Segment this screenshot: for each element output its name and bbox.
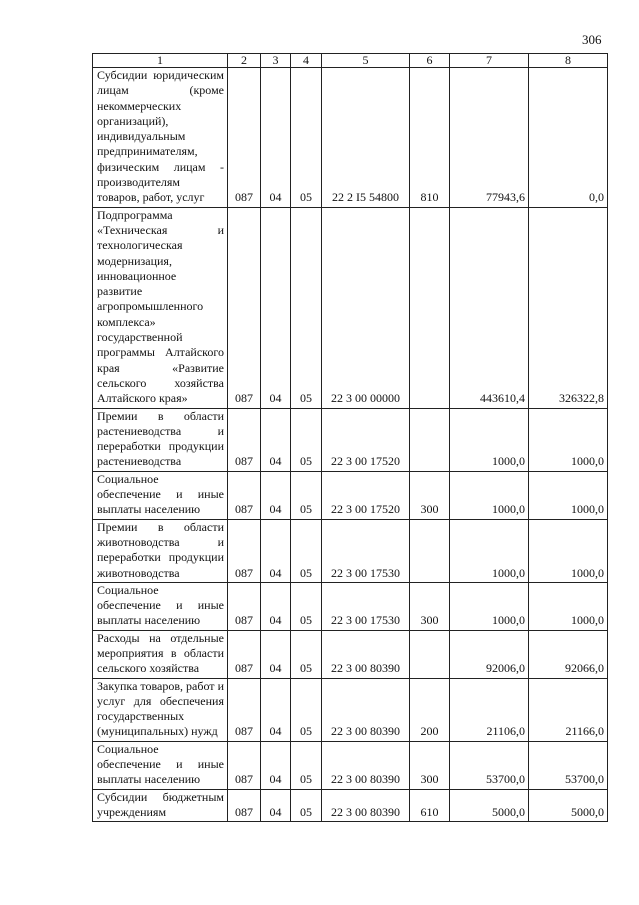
cell-section: 04 xyxy=(261,630,291,678)
table-row xyxy=(93,207,608,408)
cell-target-article: 22 3 00 17530 xyxy=(322,519,410,582)
cell-ministry-code: 087 xyxy=(228,68,261,208)
cell-target-article: 22 3 00 80390 xyxy=(322,678,410,741)
cell-target-article: 22 3 00 80390 xyxy=(322,789,410,822)
row-name: Социальное обеспечение и иные выплаты населению xyxy=(93,471,228,519)
cell-section: 04 xyxy=(261,408,291,471)
cell-amount-col8: 21166,0 xyxy=(529,678,608,741)
cell-section: 04 xyxy=(261,789,291,822)
header-row xyxy=(93,54,608,68)
column-header: 8 xyxy=(529,54,608,68)
cell-amount-col8: 1000,0 xyxy=(529,582,608,630)
cell-ministry-code: 087 xyxy=(228,678,261,741)
row-name: Субсидии юридическим лицам (кроме некоммерческих организаций), индивидуальным предпринимателям, физическим лицам - производителям товаров, работ, услуг xyxy=(93,68,228,208)
cell-target-article: 22 3 00 80390 xyxy=(322,741,410,789)
cell-ministry-code: 087 xyxy=(228,741,261,789)
cell-amount-col7: 443610,4 xyxy=(450,207,529,408)
table-row xyxy=(93,68,608,208)
cell-amount-col7: 53700,0 xyxy=(450,741,529,789)
cell-subsection: 05 xyxy=(291,207,322,408)
cell-subsection: 05 xyxy=(291,408,322,471)
column-header: 6 xyxy=(410,54,450,68)
cell-ministry-code: 087 xyxy=(228,789,261,822)
cell-expense-type: 300 xyxy=(410,741,450,789)
table-row xyxy=(93,582,608,630)
cell-ministry-code: 087 xyxy=(228,519,261,582)
table-row xyxy=(93,678,608,741)
cell-target-article: 22 3 00 80390 xyxy=(322,630,410,678)
cell-target-article: 22 2 I5 54800 xyxy=(322,68,410,208)
table-row xyxy=(93,789,608,822)
cell-subsection: 05 xyxy=(291,471,322,519)
cell-section: 04 xyxy=(261,519,291,582)
cell-amount-col7: 77943,6 xyxy=(450,68,529,208)
row-name: Расходы на отдельные мероприятия в области сельского хозяйства xyxy=(93,630,228,678)
column-header: 1 xyxy=(93,54,228,68)
cell-amount-col8: 92066,0 xyxy=(529,630,608,678)
cell-ministry-code: 087 xyxy=(228,408,261,471)
page-number: 306 xyxy=(582,32,602,47)
cell-section: 04 xyxy=(261,207,291,408)
row-name: Подпрограмма «Техническая и технологическая модернизация, инновационное развитие агропромышленного комплекса» государственной программы Алтайского края «Развитие сельского хозяйства Алтайского края» xyxy=(93,207,228,408)
cell-amount-col8: 53700,0 xyxy=(529,741,608,789)
table-row xyxy=(93,471,608,519)
cell-section: 04 xyxy=(261,68,291,208)
cell-amount-col7: 21106,0 xyxy=(450,678,529,741)
cell-amount-col7: 1000,0 xyxy=(450,408,529,471)
cell-ministry-code: 087 xyxy=(228,471,261,519)
row-name: Премии в области животноводства и переработки продукции животноводства xyxy=(93,519,228,582)
cell-amount-col8: 1000,0 xyxy=(529,408,608,471)
cell-target-article: 22 3 00 00000 xyxy=(322,207,410,408)
cell-target-article: 22 3 00 17530 xyxy=(322,582,410,630)
row-name: Субсидии бюджетным учреждениям xyxy=(93,789,228,822)
cell-ministry-code: 087 xyxy=(228,582,261,630)
cell-target-article: 22 3 00 17520 xyxy=(322,408,410,471)
cell-expense-type: 300 xyxy=(410,582,450,630)
table-row xyxy=(93,519,608,582)
cell-expense-type xyxy=(410,519,450,582)
cell-subsection: 05 xyxy=(291,519,322,582)
cell-amount-col8: 1000,0 xyxy=(529,471,608,519)
cell-subsection: 05 xyxy=(291,741,322,789)
cell-amount-col7: 5000,0 xyxy=(450,789,529,822)
budget-table xyxy=(92,53,608,822)
cell-subsection: 05 xyxy=(291,789,322,822)
cell-section: 04 xyxy=(261,741,291,789)
table-row xyxy=(93,408,608,471)
cell-expense-type: 810 xyxy=(410,68,450,208)
cell-expense-type xyxy=(410,408,450,471)
cell-expense-type xyxy=(410,630,450,678)
column-header: 2 xyxy=(228,54,261,68)
cell-section: 04 xyxy=(261,471,291,519)
column-header: 7 xyxy=(450,54,529,68)
cell-ministry-code: 087 xyxy=(228,207,261,408)
cell-subsection: 05 xyxy=(291,630,322,678)
cell-amount-col7: 1000,0 xyxy=(450,582,529,630)
cell-expense-type xyxy=(410,207,450,408)
cell-amount-col7: 1000,0 xyxy=(450,519,529,582)
cell-target-article: 22 3 00 17520 xyxy=(322,471,410,519)
column-header: 5 xyxy=(322,54,410,68)
row-name: Социальное обеспечение и иные выплаты населению xyxy=(93,582,228,630)
cell-amount-col8: 1000,0 xyxy=(529,519,608,582)
cell-section: 04 xyxy=(261,678,291,741)
cell-subsection: 05 xyxy=(291,68,322,208)
cell-subsection: 05 xyxy=(291,678,322,741)
cell-ministry-code: 087 xyxy=(228,630,261,678)
cell-amount-col7: 1000,0 xyxy=(450,471,529,519)
column-header: 4 xyxy=(291,54,322,68)
cell-amount-col8: 326322,8 xyxy=(529,207,608,408)
table-row xyxy=(93,741,608,789)
table-row xyxy=(93,630,608,678)
cell-amount-col8: 5000,0 xyxy=(529,789,608,822)
cell-amount-col7: 92006,0 xyxy=(450,630,529,678)
cell-expense-type: 610 xyxy=(410,789,450,822)
cell-expense-type: 300 xyxy=(410,471,450,519)
cell-expense-type: 200 xyxy=(410,678,450,741)
cell-subsection: 05 xyxy=(291,582,322,630)
row-name: Премии в области растениеводства и переработки продукции растениеводства xyxy=(93,408,228,471)
cell-amount-col8: 0,0 xyxy=(529,68,608,208)
column-header: 3 xyxy=(261,54,291,68)
cell-section: 04 xyxy=(261,582,291,630)
row-name: Социальное обеспечение и иные выплаты населению xyxy=(93,741,228,789)
row-name: Закупка товаров, работ и услуг для обеспечения государственных (муниципальных) нужд xyxy=(93,678,228,741)
